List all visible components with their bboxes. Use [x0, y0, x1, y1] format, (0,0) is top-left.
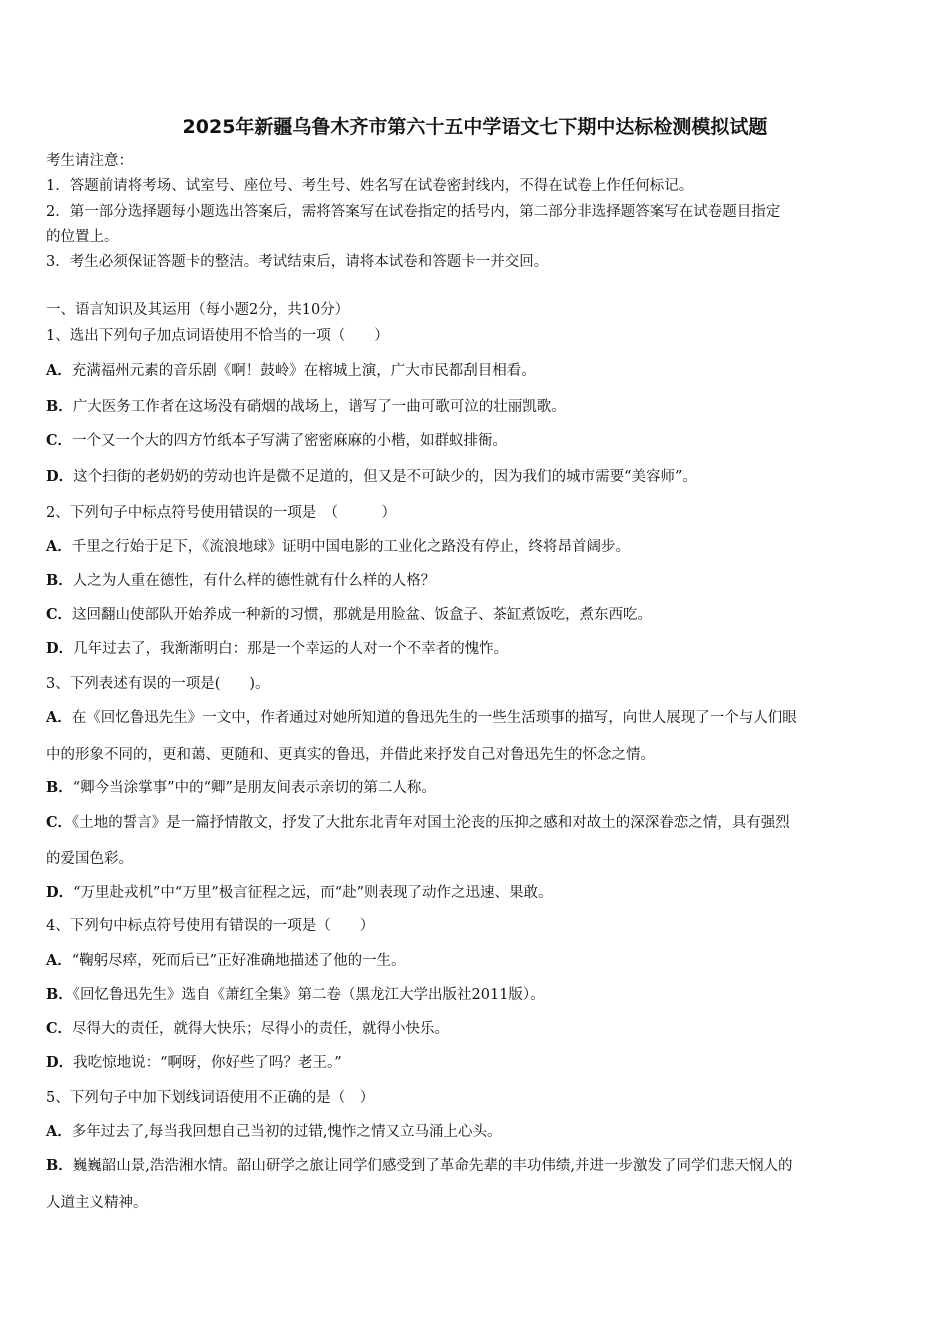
option-text: 我吃惊地说：“啊呀，你好些了吗？老王。” — [73, 1055, 342, 1071]
option-label: D． — [46, 640, 74, 657]
option-label: D． — [46, 1054, 74, 1071]
option-label: B． — [46, 572, 73, 589]
option-label: C． — [46, 1020, 73, 1037]
question-1-stem: 1、选出下列句子加点词语使用不恰当的一项（ ） — [46, 328, 389, 344]
question-3-option-a-cont: 中的形象不同的，更和蔼、更随和、更真实的鲁迅，并借此来抒发自己对鲁迅先生的怀念之情。 — [46, 747, 655, 763]
question-1-option-d — [46, 467, 908, 487]
option-text: 一个又一个大的四方竹纸本子写满了密密麻麻的小楷，如群蚁排衙。 — [72, 433, 508, 449]
question-4-option-c — [46, 1019, 908, 1039]
question-3-option-a — [46, 708, 908, 728]
question-1-option-c — [46, 431, 908, 451]
question-1-option-b — [46, 397, 908, 417]
notice-item-2-cont: 的位置上。 — [46, 229, 119, 245]
option-text: 这回翻山使部队开始养成一种新的习惯，那就是用脸盆、饭盒子、茶缸煮饭吃，煮东西吃。 — [72, 607, 653, 623]
option-text: 这个扫街的老奶奶的劳动也许是微不足道的，但又是不可缺少的，因为我们的城市需要“美容师”。 — [73, 469, 697, 485]
question-2-stem: 2、下列句子中标点符号使用错误的一项是 （ ） — [46, 505, 396, 521]
notice-item-1: 1．答题前请将考场、试室号、座位号、考生号、姓名写在试卷密封线内，不得在试卷上作任何标记。 — [46, 178, 694, 194]
question-1-option-a — [46, 361, 908, 381]
option-label: B． — [46, 398, 73, 415]
option-text: 多年过去了,每当我回想自己当初的过错,愧怍之情又立马涌上心头。 — [71, 1124, 502, 1140]
question-5-option-a — [46, 1122, 908, 1142]
question-5-option-b-cont: 人道主义精神。 — [46, 1195, 148, 1211]
option-text: 广大医务工作者在这场没有硝烟的战场上，谱写了一曲可歌可泣的壮丽凯歌。 — [72, 399, 566, 415]
option-label: A． — [46, 709, 72, 726]
option-label: A． — [46, 952, 72, 969]
option-text: 《土地的誓言》是一篇抒情散文，抒发了大批东北青年对国土沦丧的压抑之感和对故土的深深眷恋之情，具有强烈 — [72, 815, 790, 831]
question-4-option-b — [46, 985, 908, 1005]
option-text: 人之为人重在德性，有什么样的德性就有什么样的人格？ — [72, 573, 436, 589]
question-3-stem: 3、下列表述有误的一项是( )。 — [46, 676, 270, 692]
document-title: 2025年新疆乌鲁木齐市第六十五中学语文七下期中达标检测模拟试题 — [182, 116, 768, 138]
option-label: C． — [46, 432, 73, 449]
question-2-option-b — [46, 571, 908, 591]
question-2-option-c — [46, 605, 908, 625]
option-text: 充满福州元素的音乐剧《啊！鼓岭》在榕城上演，广大市民都刮目相看。 — [71, 363, 536, 379]
option-text: “卿今当涂掌事”中的“卿”是朋友间表示亲切的第二人称。 — [72, 780, 436, 796]
question-4-stem: 4、下列句中标点符号使用有错误的一项是（ ） — [46, 918, 375, 934]
question-2-option-d — [46, 639, 908, 659]
option-label: A． — [46, 362, 72, 379]
notice-item-2: 2．第一部分选择题每小题选出答案后，需将答案写在试卷指定的括号内，第二部分非选择题答案写在试卷题目指定 — [46, 204, 781, 220]
question-5-stem: 5、下列句子中加下划线词语使用不正确的是（ ） — [46, 1090, 375, 1106]
notice-heading: 考生请注意： — [46, 153, 133, 169]
question-3-option-d — [46, 883, 908, 903]
option-label: C． — [46, 606, 73, 623]
option-label: A． — [46, 1123, 72, 1140]
option-text: “万里赴戎机”中“万里”极言征程之远，而“赴”则表现了动作之迅速、果敢。 — [73, 885, 553, 901]
option-label: D． — [46, 884, 74, 901]
option-label: D． — [46, 468, 74, 485]
option-text: 尽得大的责任，就得大快乐；尽得小的责任，就得小快乐。 — [72, 1021, 450, 1037]
option-label: C． — [46, 814, 73, 831]
option-label: B． — [46, 1157, 73, 1174]
question-5-option-b — [46, 1156, 908, 1176]
notice-item-3: 3．考生必须保证答题卡的整洁。考试结束后，请将本试卷和答题卡一并交回。 — [46, 254, 549, 270]
question-4-option-a — [46, 951, 908, 971]
question-3-option-c — [46, 813, 908, 833]
question-4-option-d — [46, 1053, 908, 1073]
option-label: B． — [46, 779, 73, 796]
question-3-option-b — [46, 778, 908, 798]
option-text: 几年过去了，我渐渐明白：那是一个幸运的人对一个不幸者的愧怍。 — [73, 641, 509, 657]
section-heading: 一、语言知识及其运用（每小题2分，共10分） — [46, 302, 350, 318]
question-2-option-a — [46, 537, 908, 557]
option-text: “鞠躬尽瘁，死而后已”正好准确地描述了他的一生。 — [71, 953, 406, 969]
option-label: B． — [46, 986, 73, 1003]
option-text: 《回忆鲁迅先生》选自《萧红全集》第二卷（黑龙江大学出版社2011版）。 — [72, 987, 545, 1003]
option-text: 千里之行始于足下，《流浪地球》证明中国电影的工业化之路没有停止，终将昂首阔步。 — [71, 539, 631, 555]
option-text: 巍巍韶山景,浩浩湘水情。韶山研学之旅让同学们感受到了革命先辈的丰功伟绩,并进一步激发了同学们悲天悯人的 — [72, 1158, 793, 1174]
option-label: A． — [46, 538, 72, 555]
option-text: 在《回忆鲁迅先生》一文中，作者通过对她所知道的鲁迅先生的一些生活琐事的描写，向世人展现了一个与人们眼 — [71, 710, 797, 726]
question-3-option-c-cont: 的爱国色彩。 — [46, 851, 133, 867]
